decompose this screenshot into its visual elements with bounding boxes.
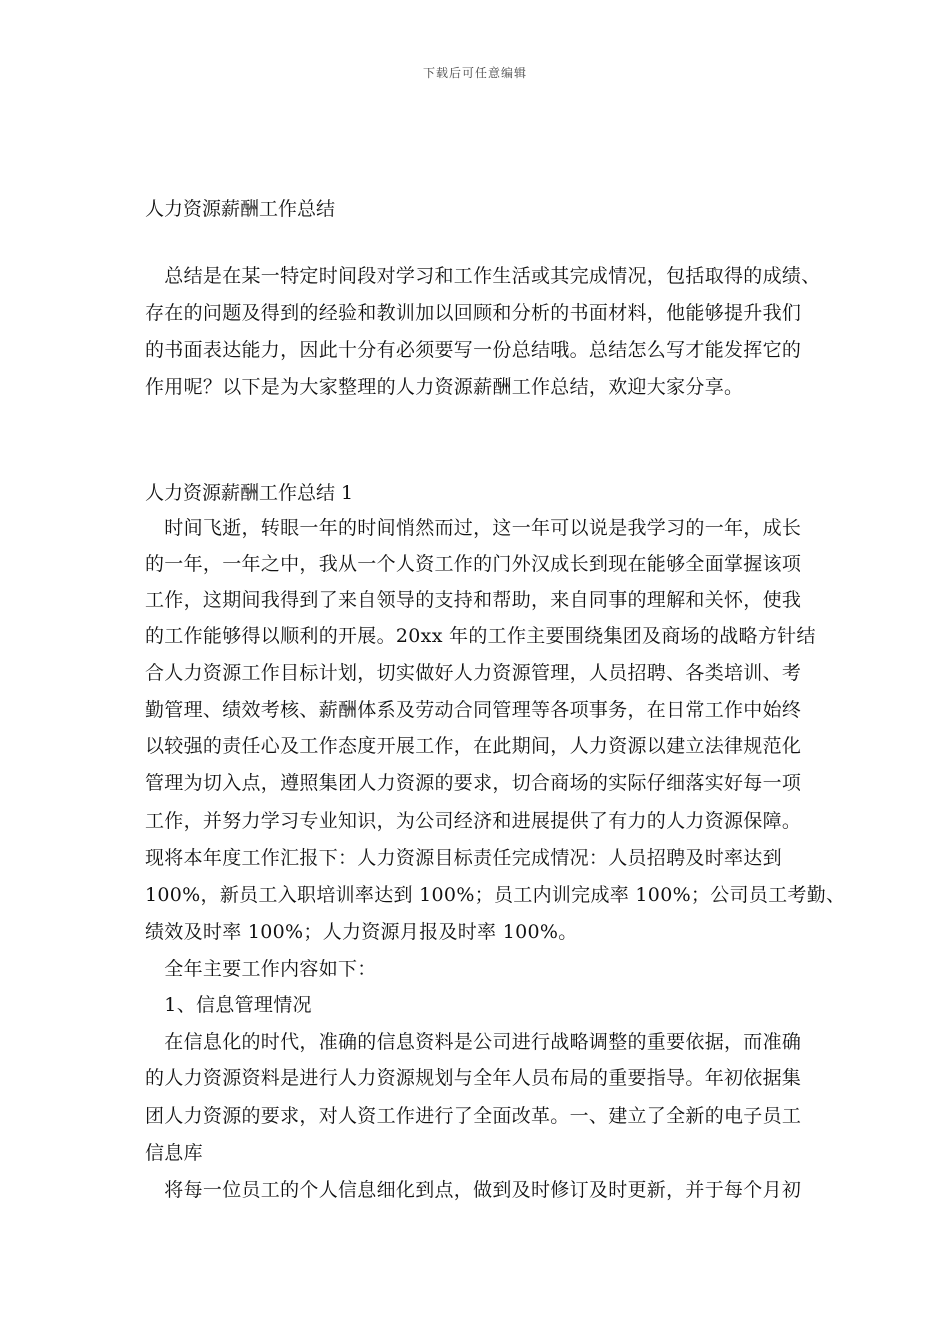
body-line: 团人力资源的要求，对人资工作进行了全面改革。一、建立了全新的电子员工: [145, 1105, 802, 1127]
body-line: 现将本年度工作汇报下：人力资源目标责任完成情况：人员招聘及时率达到: [145, 847, 782, 869]
body-line: 绩效及时率 100%；人力资源月报及时率 100%。: [145, 921, 578, 943]
body-line: 全年主要工作内容如下：: [145, 958, 377, 980]
body-line: 勤管理、绩效考核、薪酬体系及劳动合同管理等各项事务，在日常工作中始终: [145, 699, 802, 721]
intro-line: 总结是在某一特定时间段对学习和工作生活或其完成情况，包括取得的成绩、: [145, 265, 821, 287]
intro-line: 的书面表达能力，因此十分有必须要写一份总结哦。总结怎么写才能发挥它的: [145, 339, 802, 361]
body-line: 工作，这期间我得到了来自领导的支持和帮助，来自同事的理解和关怀，使我: [145, 589, 802, 611]
body-line: 将每一位员工的个人信息细化到点，做到及时修订及时更新，并于每个月初: [145, 1179, 802, 1201]
body-line: 合人力资源工作目标计划，切实做好人力资源管理，人员招聘、各类培训、考: [145, 662, 802, 684]
body-line: 的工作能够得以顺利的开展。20xx 年的工作主要围绕集团及商场的战略方针结: [145, 625, 816, 647]
body-line: 100%，新员工入职培训率达到 100%；员工内训完成率 100%；公司员工考勤、: [145, 884, 846, 906]
body-line: 的一年，一年之中，我从一个人资工作的门外汉成长到现在能够全面掌握该项: [145, 553, 802, 575]
section-title: 人力资源薪酬工作总结 1: [145, 482, 354, 504]
body-line: 以较强的责任心及工作态度开展工作，在此期间，人力资源以建立法律规范化: [145, 735, 802, 757]
body-line: 1、信息管理情况: [145, 994, 312, 1016]
body-line: 的人力资源资料是进行人力资源规划与全年人员布局的重要指导。年初依据集: [145, 1067, 802, 1089]
intro-line: 存在的问题及得到的经验和教训加以回顾和分析的书面材料，他能够提升我们: [145, 302, 802, 324]
document-title: 人力资源薪酬工作总结: [145, 198, 336, 220]
body-line: 工作，并努力学习专业知识，为公司经济和进展提供了有力的人力资源保障。: [145, 810, 802, 832]
page-header: 下载后可任意编辑: [422, 66, 527, 80]
body-line: 管理为切入点，遵照集团人力资源的要求，切合商场的实际仔细落实好每一项: [145, 772, 802, 794]
body-line: 信息库: [145, 1142, 203, 1164]
body-line: 在信息化的时代，准确的信息资料是公司进行战略调整的重要依据，而准确: [145, 1031, 802, 1053]
intro-line: 作用呢？以下是为大家整理的人力资源薪酬工作总结，欢迎大家分享。: [145, 376, 744, 398]
body-line: 时间飞逝，转眼一年的时间悄然而过，这一年可以说是我学习的一年，成长: [145, 517, 802, 539]
